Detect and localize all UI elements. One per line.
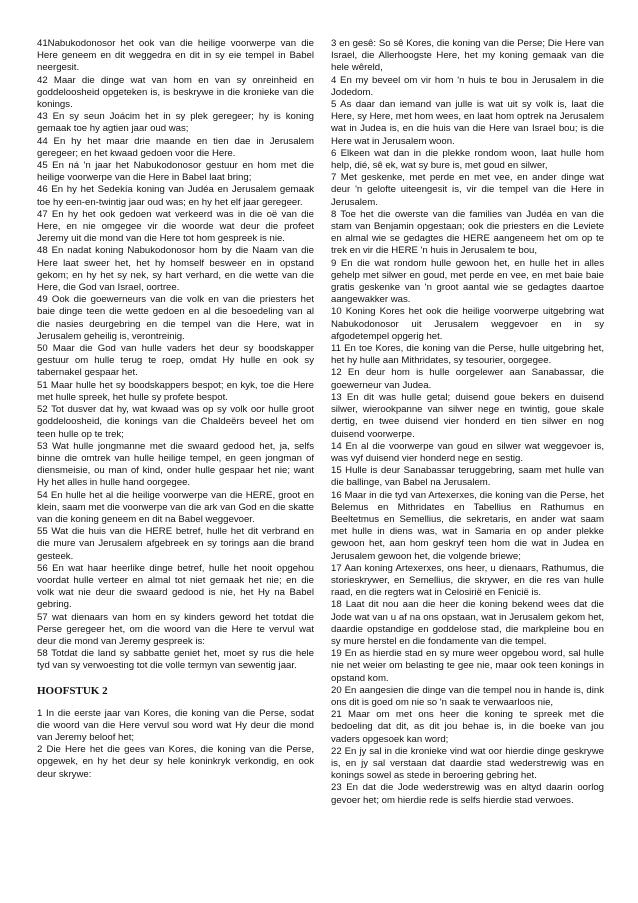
verse-paragraph: 12 En deur hom is hulle oorgelewer aan Sanabassar, die goewerneur van Judea. — [331, 367, 604, 391]
verse-paragraph: 42 Maar die dinge wat van hom en van sy onreinheid en goddeloosheid opgeteken is, is beskrywe in die kronieke van die konings. — [37, 74, 314, 111]
verse-paragraph: 43 En sy seun Joácim het in sy plek geregeer; hy is koning gemaak toe hy agtien jaar oud was; — [37, 111, 314, 135]
verse-paragraph: 48 En nadat koning Nabukodonosor hom by die Naam van die Here laat sweer het, het hy homself besweer en in opstand gekom; en hy het sy nek, sy hart verhard, en die wette van die Here, die God van Israel, oortree. — [37, 245, 314, 294]
verse-paragraph: 23 En dat die Jode wederstrewig was en altyd daarin oorlog gevoer het; om hierdie rede is selfs hierdie stad verwoes. — [331, 782, 604, 806]
verse-paragraph: 14 En al die voorwerpe van goud en silwer wat weggevoer is, was vyf duisend vier honderd nege en sestig. — [331, 440, 604, 464]
verse-paragraph: 5 As daar dan iemand van julle is wat uit sy volk is, laat die Here, sy Here, met hom wees, en laat hom optrek na Jerusalem wat in Judea is, en die huis van die Here van Israel bou; is die Here wat in Jerusalem woon. — [331, 99, 604, 147]
left-column — [37, 38, 314, 781]
verse-paragraph: 49 Ook die goewerneurs van die volk en van die priesters het baie dinge teen die wette gedoen en al die besoedeling van al die nasies deurgebring en die tempel van die Here, wat in Jerusalem geheilig is, verontreinig. — [37, 294, 314, 342]
verse-paragraph: 18 Laat dit nou aan die heer die koning bekend wees dat die Jode wat van u af na ons opstaan, wat in Jerusalem gekom het, daardie opstandige en goddelose stad, die markpleine bou en sy mure herstel en die fondamente van die tempel. — [331, 599, 604, 647]
verse-paragraph: 46 En hy het Sedekía koning van Judéa en Jerusalem gemaak toe hy een-en-twintig jaar oud was; en hy het elf jaar geregeer. — [37, 184, 314, 208]
verse-paragraph: 51 Maar hulle het sy boodskappers bespot; en kyk, toe die Here met hulle spreek, het hulle sy profete bespot. — [37, 379, 314, 403]
right-column — [331, 38, 604, 807]
verse-paragraph: 2 Die Here het die gees van Kores, die koning van die Perse, opgewek, en hy het deur sy hele koninkryk verkondig, en ook deur skrywe: — [37, 744, 314, 780]
verse-paragraph: 10 Koning Kores het ook die heilige voorwerpe uitgebring wat Nabukodonosor uit Jerusalem weggevoer en in sy afgodetempel opgerig het. — [331, 306, 604, 342]
verse-paragraph: 7 Met geskenke, met perde en met vee, en ander dinge wat deur 'n gelofte uiteengesit is, vir die tempel van die Here in Jerusalem. — [331, 172, 604, 208]
verse-paragraph: 20 En aangesien die dinge van die tempel nou in hande is, dink ons dit is goed om nie so 'n saak te verwaarloos nie, — [331, 684, 604, 708]
verse-paragraph: 1 In die eerste jaar van Kores, die koning van die Perse, sodat die woord van die Here vervul sou word wat Hy deur die mond van Jeremy beloof het; — [37, 707, 314, 743]
verse-paragraph: 56 En wat haar heerlike dinge betref, hulle het nooit opgehou voordat hulle verteer en almal tot niet gemaak het nie; en die volk wat nie deur die swaard gedood is nie, het Hy na Babel gebring. — [37, 562, 314, 611]
verse-paragraph: 58 Totdat die land sy sabbatte geniet het, moet sy rus die hele tyd van sy verwoesting tot die volle termyn van sewentig jaar. — [37, 648, 314, 672]
verse-paragraph: 54 En hulle het al die heilige voorwerpe van die HERE, groot en klein, saam met die voorwerpe van die ark van God en die skatte van die koning geneem en dit na Babel weggevoer. — [37, 489, 314, 525]
verse-paragraph: 3 en gesê: So sê Kores, die koning van die Perse; Die Here van Israel, die Allerhoogste Here, het my koning gemaak van die hele wêreld, — [331, 38, 604, 74]
verse-paragraph: 6 Elkeen wat dan in die plekke rondom woon, laat hulle hom help, dié, sê ek, wat sy bure is, met goud en silwer, — [331, 147, 604, 172]
verse-paragraph: 4 En my beveel om vir hom 'n huis te bou in Jerusalem in die Jodedom. — [331, 74, 604, 98]
verse-paragraph: 47 En hy het ook gedoen wat verkeerd was in die oë van die Here, en nie omgegee vir die woorde wat deur die profeet Jeremy uit die mond van die Here tot hom gespreek is nie. — [37, 208, 314, 245]
verse-paragraph: 21 Maar om met ons heer die koning te spreek met die bedoeling dat dit, as dit jou behae is, in die boeke van jou vaders opgesoek kan word; — [331, 709, 604, 745]
verse-paragraph: 53 Wat hulle jongmanne met die swaard gedood het, ja, selfs binne die omtrek van hulle heilige tempel, en geen jongman of diensmeisie, ou man of kind, onder hulle gespaar het nie; want Hy het alles in hulle hand oorgegee. — [37, 440, 314, 489]
verse-paragraph: 15 Hulle is deur Sanabassar teruggebring, saam met hulle van die ballinge, van Babel na Jerusalem. — [331, 465, 604, 489]
verse-paragraph: 8 Toe het die owerste van die families van Judéa en van die stam van Benjamin opgestaan; ook die priesters en die Leviete en almal wie se gedagtes die HERE aangeneem het om op te trek en vir die HERE 'n huis in Jerusalem te bou, — [331, 208, 604, 257]
verse-paragraph: 55 Wat die huis van die HERE betref, hulle het dit verbrand en die mure van Jerusalem afgebreek en sy torings aan die brand gesteek. — [37, 526, 314, 562]
verse-paragraph: 52 Tot dusver dat hy, wat kwaad was op sy volk oor hulle groot goddeloosheid, die konings van die Chaldeërs beveel het om teen hulle op te trek; — [37, 404, 314, 440]
verse-paragraph: 13 En dit was hulle getal; duisend goue bekers en duisend silwer, wierookpanne van silwer nege en twintig, goue skale dertig, en twee duisend vier honderd en tien silwer en nog duisend voorwerpe. — [331, 391, 604, 440]
verse-paragraph: 19 En as hierdie stad en sy mure weer opgebou word, sal hulle nie net weier om belasting te gee nie, maar ook teen konings in opstand kom. — [331, 648, 604, 684]
verse-paragraph: 57 wat dienaars van hom en sy kinders geword het totdat die Perse geregeer het, om die woord van die Here te vervul wat deur die mond van Jeremy gespreek is: — [37, 611, 314, 647]
verse-paragraph: 50 Maar die God van hulle vaders het deur sy boodskapper gestuur om hulle terug te roep, omdat Hy hulle en ook sy tabernakel gespaar het. — [37, 343, 314, 379]
verse-paragraph: 45 En ná 'n jaar het Nabukodonosor gestuur en hom met die heilige voorwerpe van die Here in Babel laat bring; — [37, 160, 314, 184]
verse-paragraph: 9 En die wat rondom hulle gewoon het, en hulle het in alles gehelp met silwer en goud, met perde en vee, en met baie baie gratis geskenke van 'n groot aantal wie se gedagtes daartoe aangewakker was. — [331, 257, 604, 306]
verse-paragraph: 16 Maar in die tyd van Artexerxes, die koning van die Perse, het Belemus en Mithridates en Tabellius en Rathumus en Beeltetmus en Semellius, die sekretaris, en ander wat saam met hulle in diens was, wat in Samaria en op ander plekke gewoon het, aan hom geskryf teen hom die wat in Judea en Jerusalem gewoon het, die volgende briewe; — [331, 489, 604, 562]
chapter-heading: HOOFSTUK 2 — [37, 684, 108, 697]
verse-paragraph: 41Nabukodonosor het ook van die heilige voorwerpe van die Here geneem en dit weggedra en dit in sy eie tempel in Babel neergesit. — [37, 38, 314, 74]
verse-paragraph: 17 Aan koning Artexerxes, ons heer, u dienaars, Rathumus, die storieskrywer, en Semellius, die skrywer, en die res van hulle raad, en die regters wat in Celosirië en Fenicië is. — [331, 562, 604, 599]
verse-paragraph: 11 En toe Kores, die koning van die Perse, hulle uitgebring het, het hy hulle aan Mithridates, sy tesourier, oorgegee. — [331, 343, 604, 367]
verse-paragraph: 22 En jy sal in die kronieke vind wat oor hierdie dinge geskrywe is, en jy sal verstaan dat daardie stad wederstrewig was en konings sowel as stede in beroering gebring het. — [331, 745, 604, 782]
verse-paragraph: 44 En hy het maar drie maande en tien dae in Jerusalem geregeer; en het kwaad gedoen voor die Here. — [37, 135, 314, 159]
